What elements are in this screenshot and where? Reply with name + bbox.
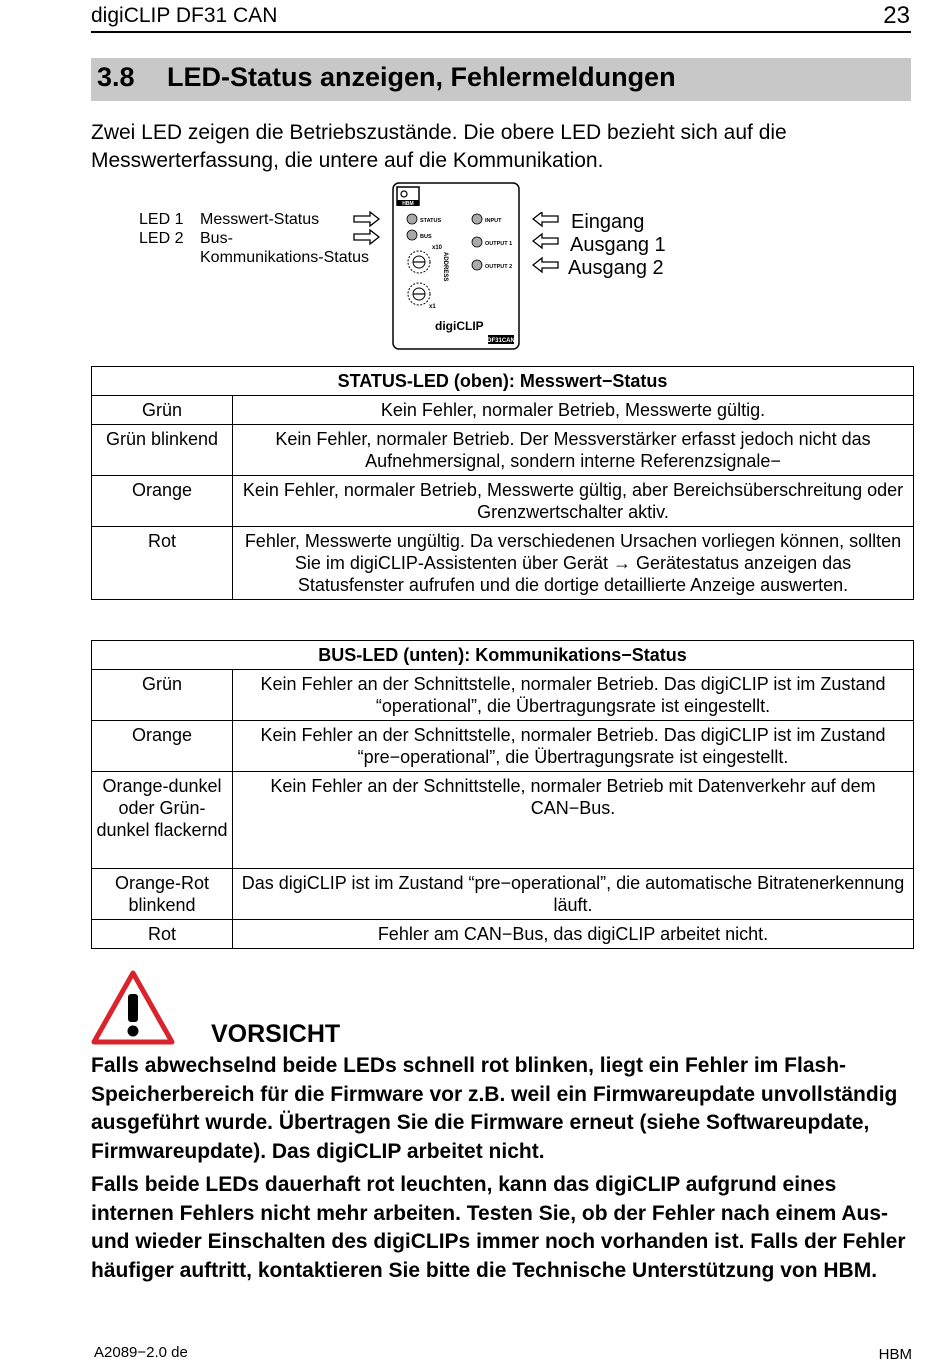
section-number: 3.8 (97, 62, 135, 92)
table-row (92, 920, 914, 949)
state-cell: Orange-Rot blinkend (92, 869, 233, 920)
state-cell: Grün (92, 670, 233, 721)
state-cell: Grün (92, 396, 233, 425)
bus-led-table (91, 640, 914, 949)
state-cell: Rot (92, 920, 233, 949)
input-label: Eingang (571, 211, 645, 233)
intro-paragraph: Zwei LED zeigen die Betriebszustände. Die obere LED bezieht sich auf die Messwerterfassung, die untere auf die Kommunikation. (91, 121, 787, 172)
page-number: 23 (883, 2, 910, 29)
led2-label: LED 2 (139, 230, 184, 247)
output1-led-label: OUTPUT 1 (485, 241, 513, 247)
header-rule (91, 31, 911, 33)
description-cell: Das digiCLIP ist im Zustand “pre−operational”, die automatische Bitratenerkennung läuft. (233, 869, 914, 920)
description-cell: Kein Fehler an der Schnittstelle, normaler Betrieb mit Datenverkehr auf dem CAN−Bus. (233, 772, 914, 869)
description-cell: Kein Fehler an der Schnittstelle, normaler Betrieb. Das digiCLIP ist im Zustand “pre−operational”, die Übertragungsrate ist eingestellt. (233, 721, 914, 772)
state-cell: Orange (92, 721, 233, 772)
description-cell: Fehler, Messwerte ungültig. Da verschiedenen Ursachen vorliegen können, sollten Sie im digiCLIP-Assistenten über Gerät → Gerätestatus anzeigen das Statusfenster aufrufen und die dortige detaillierte Anzeige auswerten. (233, 527, 914, 600)
x1-label: x1 (429, 304, 436, 310)
device-model: DF31CAN (487, 338, 515, 344)
input-led-label: INPUT (485, 218, 502, 224)
warning-paragraph-1: Falls abwechselnd beide LEDs schnell rot blinken, liegt ein Fehler im Flash-Speicherbereich für die Firmware vor z.B. weil ein Firmwareupdate unvollständig ausgeführt wurde. Übertragen Sie die Firmware erneut (siehe Softwareupdate, Firmwareupdate). Das digiCLIP arbeitet nicht. (91, 1054, 898, 1163)
device-logo: HBM (402, 201, 414, 207)
bus-led-label: BUS (420, 234, 432, 240)
output2-led-label: OUTPUT 2 (485, 264, 513, 270)
table-row (92, 396, 914, 425)
arrow-left-icon (532, 212, 560, 278)
table-row (92, 670, 914, 721)
section-title: LED-Status anzeigen, Fehlermeldungen (167, 62, 676, 92)
description-cell: Kein Fehler an der Schnittstelle, normaler Betrieb. Das digiCLIP ist im Zustand “operational”, die Übertragungsrate ist eingestellt. (233, 670, 914, 721)
state-cell: Orange (92, 476, 233, 527)
status-led-table (91, 366, 914, 600)
output2-label: Ausgang 2 (568, 257, 664, 279)
description-cell: Fehler am CAN−Bus, das digiCLIP arbeitet nicht. (233, 920, 914, 949)
table-row (92, 772, 914, 869)
output1-label: Ausgang 1 (570, 234, 666, 256)
device-brand: digiCLIP (435, 319, 484, 333)
footer-doc-id: A2089−2.0 de (94, 1344, 188, 1361)
table-row (92, 476, 914, 527)
table-row (92, 721, 914, 772)
description-cell: Kein Fehler, normaler Betrieb, Messwerte gültig. (233, 396, 914, 425)
running-header-title: digiCLIP DF31 CAN (91, 4, 278, 27)
footer-brand: HBM (878, 1346, 912, 1363)
x10-label: x10 (432, 245, 443, 251)
table-row (92, 425, 914, 476)
table-row (92, 527, 914, 600)
state-cell: Rot (92, 527, 233, 600)
device-panel (392, 182, 520, 350)
section-heading (91, 58, 911, 101)
status-led-label: STATUS (420, 218, 442, 224)
warning-title: VORSICHT (211, 1020, 341, 1048)
bus-table-header: BUS-LED (unten): Kommunikations−Status (92, 641, 914, 670)
state-cell: Grün blinkend (92, 425, 233, 476)
led1-description: Messwert-Status (200, 211, 320, 228)
warning-paragraph-2: Falls beide LEDs dauerhaft rot leuchten, kann das digiCLIP aufgrund eines internen Fehlers nicht mehr arbeiten. Testen Sie, ob der Fehler nach einem Aus- und wieder Einschalten des digiCLIPs immer noch vorhanden ist. Falls der Fehler häufiger auftritt, kontaktieren Sie bitte die Technische Unterstützung von HBM. (91, 1173, 906, 1282)
warning-icon (91, 970, 175, 1046)
description-cell: Kein Fehler, normaler Betrieb, Messwerte gültig, aber Bereichsüberschreitung oder Grenzwertschalter aktiv. (233, 476, 914, 527)
arrow-right-icon (352, 211, 382, 251)
led1-label: LED 1 (139, 211, 184, 228)
description-cell: Kein Fehler, normaler Betrieb. Der Messverstärker erfasst jedoch nicht das Aufnehmersignal, sondern interne Referenzsignale− (233, 425, 914, 476)
table-row (92, 869, 914, 920)
led2-description: Bus- (200, 230, 233, 247)
address-label: ADDRESS (442, 252, 448, 282)
led2-description-cont: Kommunikations-Status (200, 249, 369, 266)
state-cell: Orange-dunkel oder Grün-dunkel flackernd (92, 772, 233, 869)
status-table-header: STATUS-LED (oben): Messwert−Status (92, 367, 914, 396)
